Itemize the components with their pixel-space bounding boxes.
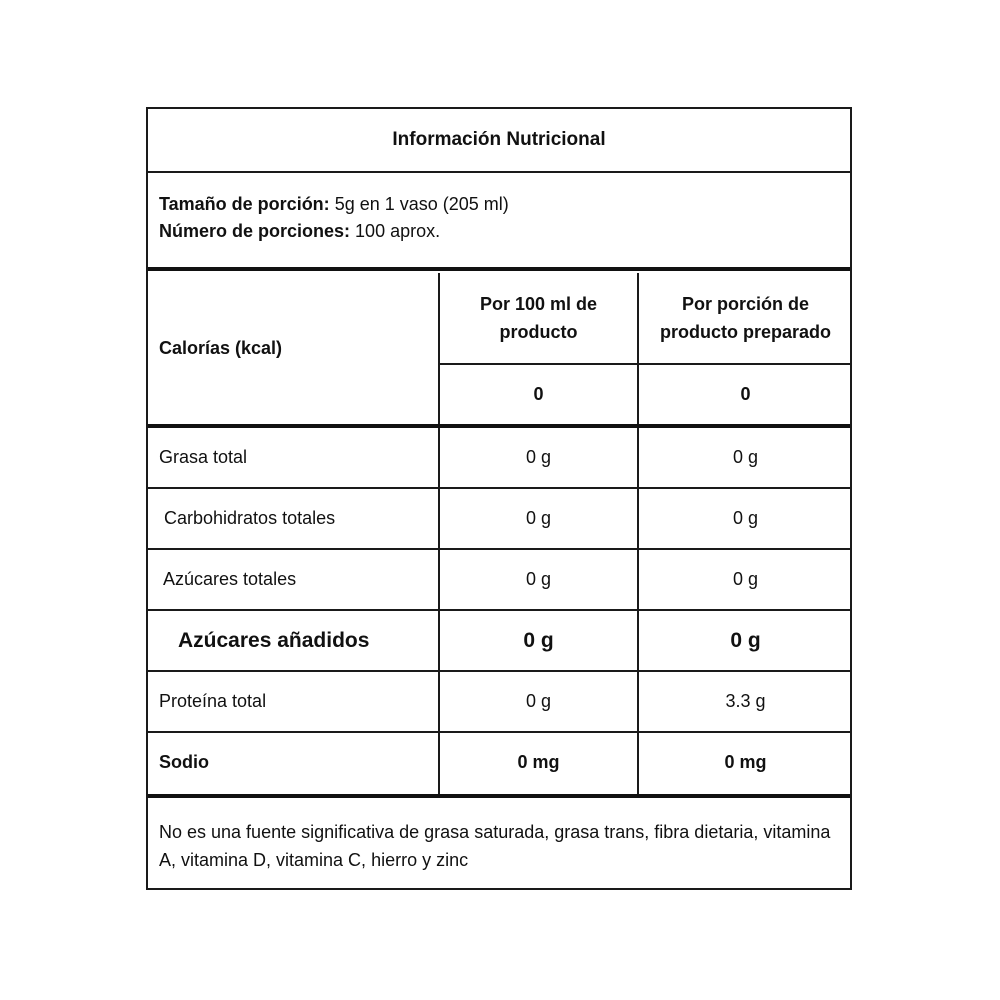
calories-per-100ml: 0 — [533, 384, 544, 404]
row-label-sodio: Sodio — [159, 752, 209, 772]
column-header-per-100ml: Por 100 ml de producto — [479, 294, 598, 342]
servings-count-value: 100 aprox. — [355, 221, 441, 241]
footer-note: No es una fuente significativa de grasa saturada, grasa trans, fibra dietaria, vitamina A, vitamina D, vitamina C, hierro y zinc — [159, 822, 831, 870]
row-value-per-serving: 0 g — [732, 569, 759, 589]
row-label-proteina: Proteína total — [159, 691, 267, 711]
row-value-per-serving: 0 g — [732, 447, 759, 467]
row-value-per-100ml: 0 g — [525, 569, 552, 589]
panel-title: Información Nutricional — [148, 109, 850, 173]
row-value-per-100ml: 0 mg — [517, 752, 560, 772]
serving-size-line — [159, 191, 850, 218]
divider-thick — [148, 267, 850, 271]
nutrient-table — [148, 273, 850, 794]
serving-info — [148, 173, 850, 269]
divider-thick — [148, 794, 850, 798]
row-value-per-100ml: 0 g — [525, 508, 552, 528]
serving-size-value: 5g en 1 vaso (205 ml) — [334, 194, 509, 214]
servings-count-label: Número de porciones: — [159, 221, 351, 241]
row-value-per-100ml: 0 g — [525, 691, 552, 711]
row-value-per-serving: 3.3 g — [725, 691, 766, 711]
row-label-azucares-totales: Azúcares totales — [159, 569, 297, 589]
row-label-grasa-total: Grasa total — [159, 447, 248, 467]
serving-size-label: Tamaño de porción: — [159, 194, 330, 214]
row-value-per-serving: 0 g — [732, 508, 759, 528]
calories-label: Calorías (kcal) — [159, 338, 283, 358]
row-value-per-serving: 0 g — [730, 628, 761, 652]
servings-count-line — [159, 218, 850, 245]
column-header-per-serving: Por porción de producto preparado — [659, 294, 831, 342]
row-value-per-serving: 0 mg — [724, 752, 767, 772]
row-value-per-100ml: 0 g — [525, 447, 552, 467]
row-label-carbohidratos: Carbohidratos totales — [159, 508, 336, 528]
row-value-per-100ml: 0 g — [523, 628, 554, 652]
row-label-azucares-anadidos: Azúcares añadidos — [178, 628, 370, 652]
nutrition-facts-panel — [146, 107, 852, 890]
calories-per-serving: 0 — [740, 384, 751, 404]
